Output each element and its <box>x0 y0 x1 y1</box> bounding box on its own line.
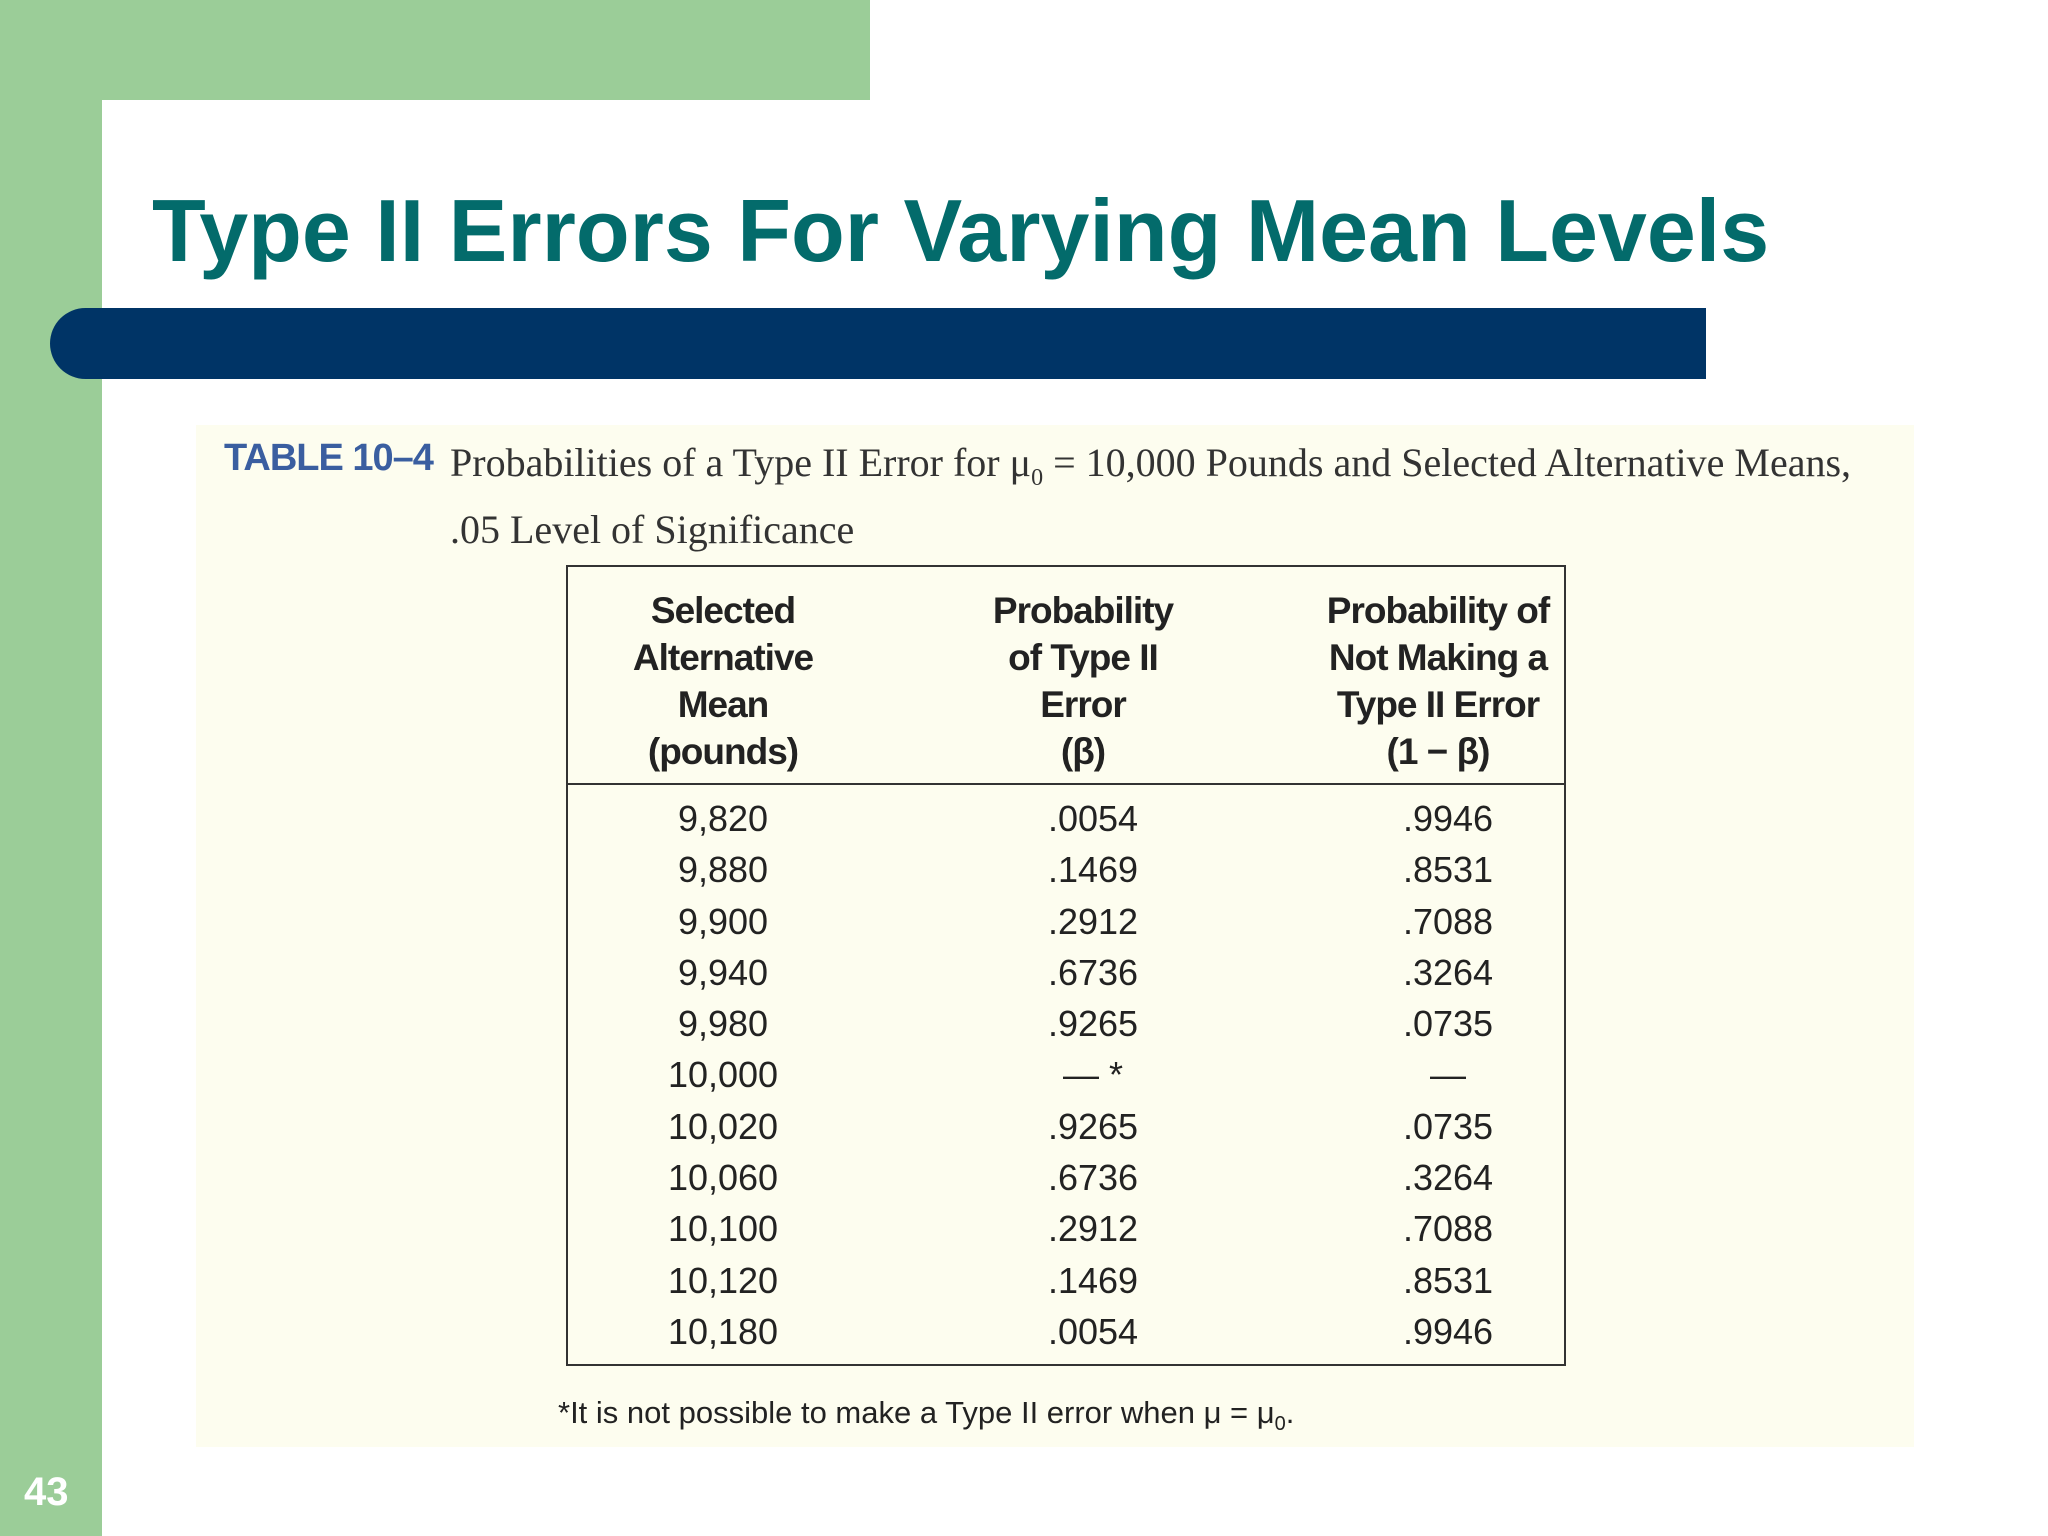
table-row <box>568 1306 1564 1357</box>
header-line: Mean <box>677 684 769 725</box>
cell-beta: .1469 <box>1047 849 1139 891</box>
table-row <box>568 1255 1564 1306</box>
cell-mean: 9,940 <box>677 951 769 993</box>
table-row <box>568 998 1564 1049</box>
cell-power: .7088 <box>1402 1208 1494 1250</box>
table-row <box>568 1101 1564 1152</box>
cell-power: .8531 <box>1402 1259 1494 1301</box>
cell-mean: 10,100 <box>667 1208 779 1250</box>
top-header-band <box>0 0 870 100</box>
cell-mean: 10,120 <box>667 1259 779 1301</box>
cell-beta: .0054 <box>1047 1310 1139 1352</box>
footnote-subscript: 0 <box>1274 1413 1286 1436</box>
header-line: Alternative <box>632 637 814 678</box>
table-label: TABLE 10–4 <box>224 437 433 479</box>
left-sidebar-band <box>0 0 102 1536</box>
cell-mean: 10,000 <box>667 1054 779 1096</box>
table-row <box>568 896 1564 947</box>
cell-beta: — * <box>1062 1054 1123 1096</box>
header-line: (pounds) <box>647 731 799 772</box>
cell-power: — <box>1430 1054 1466 1096</box>
header-not-type-ii-probability <box>1308 587 1568 775</box>
cell-power: .3264 <box>1402 1157 1494 1199</box>
caption-text-part1: Probabilities of a Type II Error for μ <box>450 440 1032 485</box>
cell-mean: 9,980 <box>677 1003 769 1045</box>
title-accent-bar <box>50 308 1706 379</box>
cell-power: .0735 <box>1402 1003 1494 1045</box>
probability-table <box>566 565 1566 1366</box>
header-line: (β) <box>1060 731 1106 772</box>
header-selected-mean <box>588 587 858 775</box>
cell-power: .9946 <box>1402 1310 1494 1352</box>
table-row <box>568 1049 1564 1100</box>
table-footnote <box>558 1395 1294 1436</box>
table-row <box>568 1152 1564 1203</box>
cell-power: .8531 <box>1402 849 1494 891</box>
header-line: Type II Error <box>1336 684 1540 725</box>
cell-mean: 9,880 <box>677 849 769 891</box>
header-line: (1 − β) <box>1386 731 1490 772</box>
header-type-ii-probability <box>948 587 1218 775</box>
caption-subscript: 0 <box>1031 465 1044 491</box>
cell-mean: 9,900 <box>677 900 769 942</box>
cell-beta: .0054 <box>1047 798 1139 839</box>
cell-beta: .2912 <box>1047 1208 1139 1250</box>
cell-mean: 10,060 <box>667 1157 779 1199</box>
cell-power: .0735 <box>1402 1105 1494 1147</box>
header-line: Probability of <box>1326 590 1550 631</box>
header-line: Error <box>1040 684 1126 725</box>
slide-title: Type II Errors For Varying Mean Levels <box>152 181 1770 280</box>
cell-power: .9946 <box>1402 798 1494 839</box>
cell-power: .7088 <box>1402 900 1494 942</box>
caption-text-part2: = 10,000 Pounds and Selected Alternative Means, .05 Level of Significance <box>450 440 1852 552</box>
table-body <box>568 793 1564 1357</box>
cell-beta: .2912 <box>1047 900 1139 942</box>
header-line: Selected <box>650 590 796 631</box>
footnote-text-part2: . <box>1285 1395 1295 1430</box>
header-line: Probability <box>992 590 1174 631</box>
table-row <box>568 844 1564 895</box>
footnote-text-part1: *It is not possible to make a Type II error when μ = μ <box>558 1395 1275 1430</box>
cell-power: .3264 <box>1402 951 1494 993</box>
table-row <box>568 793 1564 844</box>
table-row <box>568 1203 1564 1254</box>
cell-beta: .6736 <box>1047 951 1139 993</box>
cell-mean: 9,820 <box>677 798 769 839</box>
header-line: Not Making a <box>1328 637 1548 678</box>
table-row <box>568 947 1564 998</box>
cell-beta: .9265 <box>1047 1003 1139 1045</box>
cell-mean: 10,020 <box>667 1105 779 1147</box>
header-line: of Type II <box>1008 637 1158 678</box>
cell-mean: 10,180 <box>667 1310 779 1352</box>
table-header <box>568 567 1564 785</box>
table-figure <box>196 425 1914 1447</box>
slide-page-number: 43 <box>24 1470 69 1514</box>
table-caption-text <box>450 437 1870 556</box>
cell-beta: .1469 <box>1047 1259 1139 1301</box>
cell-beta: .9265 <box>1047 1105 1139 1147</box>
cell-beta: .6736 <box>1047 1157 1139 1199</box>
